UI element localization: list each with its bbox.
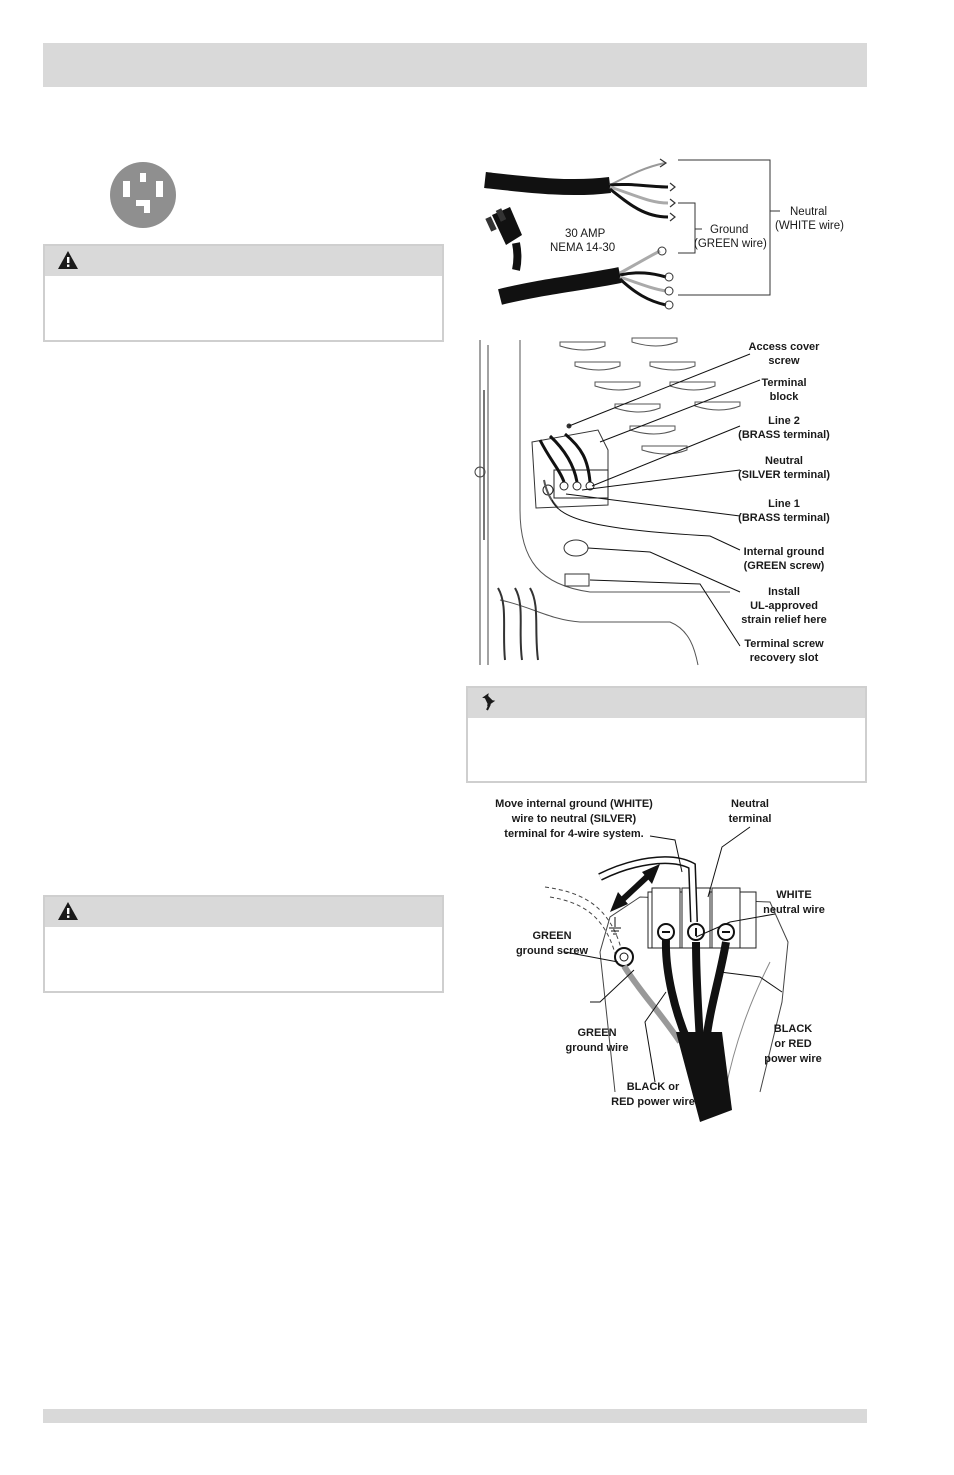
black-left-line1: BLACK or	[626, 1081, 680, 1093]
callout-neutral-line2: (SILVER terminal)	[737, 469, 831, 481]
neutral-terminal-line2: terminal	[728, 813, 772, 825]
callout-strain-relief-line1: Install	[768, 586, 800, 598]
note-box-header	[468, 688, 865, 718]
callout-access-cover-line1: Access cover	[748, 341, 820, 353]
callout-access-cover-line2: screw	[768, 355, 800, 367]
warning-box	[43, 895, 444, 993]
green-screw-line1: GREEN	[532, 930, 572, 942]
white-wire-line1: WHITE	[776, 889, 812, 901]
white-wire-line2: neutral wire	[763, 904, 825, 916]
ground-label-line2: (GREEN wire)	[694, 238, 767, 250]
warning-triangle-icon	[57, 250, 79, 275]
black-left-line2: RED power wire	[611, 1096, 695, 1108]
neutral-terminal-line1: Neutral	[731, 798, 769, 810]
callout-neutral-line1: Neutral	[765, 455, 803, 467]
green-screw-line2: ground screw	[515, 945, 589, 957]
plug-label-line1: 30 AMP	[565, 228, 606, 240]
nema-plug-icon	[485, 207, 522, 270]
black-right-line3: power wire	[764, 1053, 822, 1065]
callout-strain-relief-line2: UL-approved	[750, 600, 818, 612]
four-wire-connection-figure	[470, 792, 870, 1124]
pushpin-icon	[480, 692, 500, 717]
callout-recovery-slot-line1: Terminal screw	[744, 638, 824, 650]
callout-recovery-slot-line2: recovery slot	[749, 652, 819, 664]
plug-label-line2: NEMA 14-30	[550, 242, 616, 254]
note-box	[466, 686, 867, 783]
black-right-line1: BLACK	[773, 1023, 813, 1035]
nema-14-30-receptacle-icon	[108, 160, 178, 230]
callout-terminal-block-line1: Terminal	[761, 377, 807, 389]
green-wire-line1: GREEN	[577, 1027, 617, 1039]
warning-box	[43, 244, 444, 342]
move-ground-line3: terminal for 4-wire system.	[504, 828, 644, 840]
move-ground-line2: wire to neutral (SILVER)	[511, 813, 637, 825]
warning-triangle-icon	[57, 901, 79, 926]
callout-internal-ground-line1: Internal ground	[743, 546, 825, 558]
callout-internal-ground-line2: (GREEN screw)	[743, 560, 825, 572]
warning-box-header	[45, 246, 442, 276]
green-wire-line2: ground wire	[565, 1042, 629, 1054]
four-wire-cord-figure	[470, 145, 870, 310]
neutral-label-line2: (WHITE wire)	[775, 220, 844, 232]
move-ground-line1: Move internal ground (WHITE)	[495, 798, 653, 810]
callout-strain-relief-line3: strain relief here	[741, 614, 827, 626]
callout-line2-line2: (BRASS terminal)	[738, 429, 830, 441]
callout-line1-line1: Line 1	[768, 498, 800, 510]
callout-line2-line1: Line 2	[768, 415, 800, 427]
neutral-label-line1: Neutral	[790, 206, 828, 218]
terminal-block-figure	[470, 330, 870, 670]
callout-terminal-block-line2: block	[769, 391, 799, 403]
black-right-line2: or RED	[774, 1038, 812, 1050]
warning-box-header	[45, 897, 442, 927]
callout-line1-line2: (BRASS terminal)	[738, 512, 830, 524]
footer-bar	[43, 1409, 867, 1423]
ground-label-line1: Ground	[710, 224, 749, 236]
header-bar	[43, 43, 867, 87]
